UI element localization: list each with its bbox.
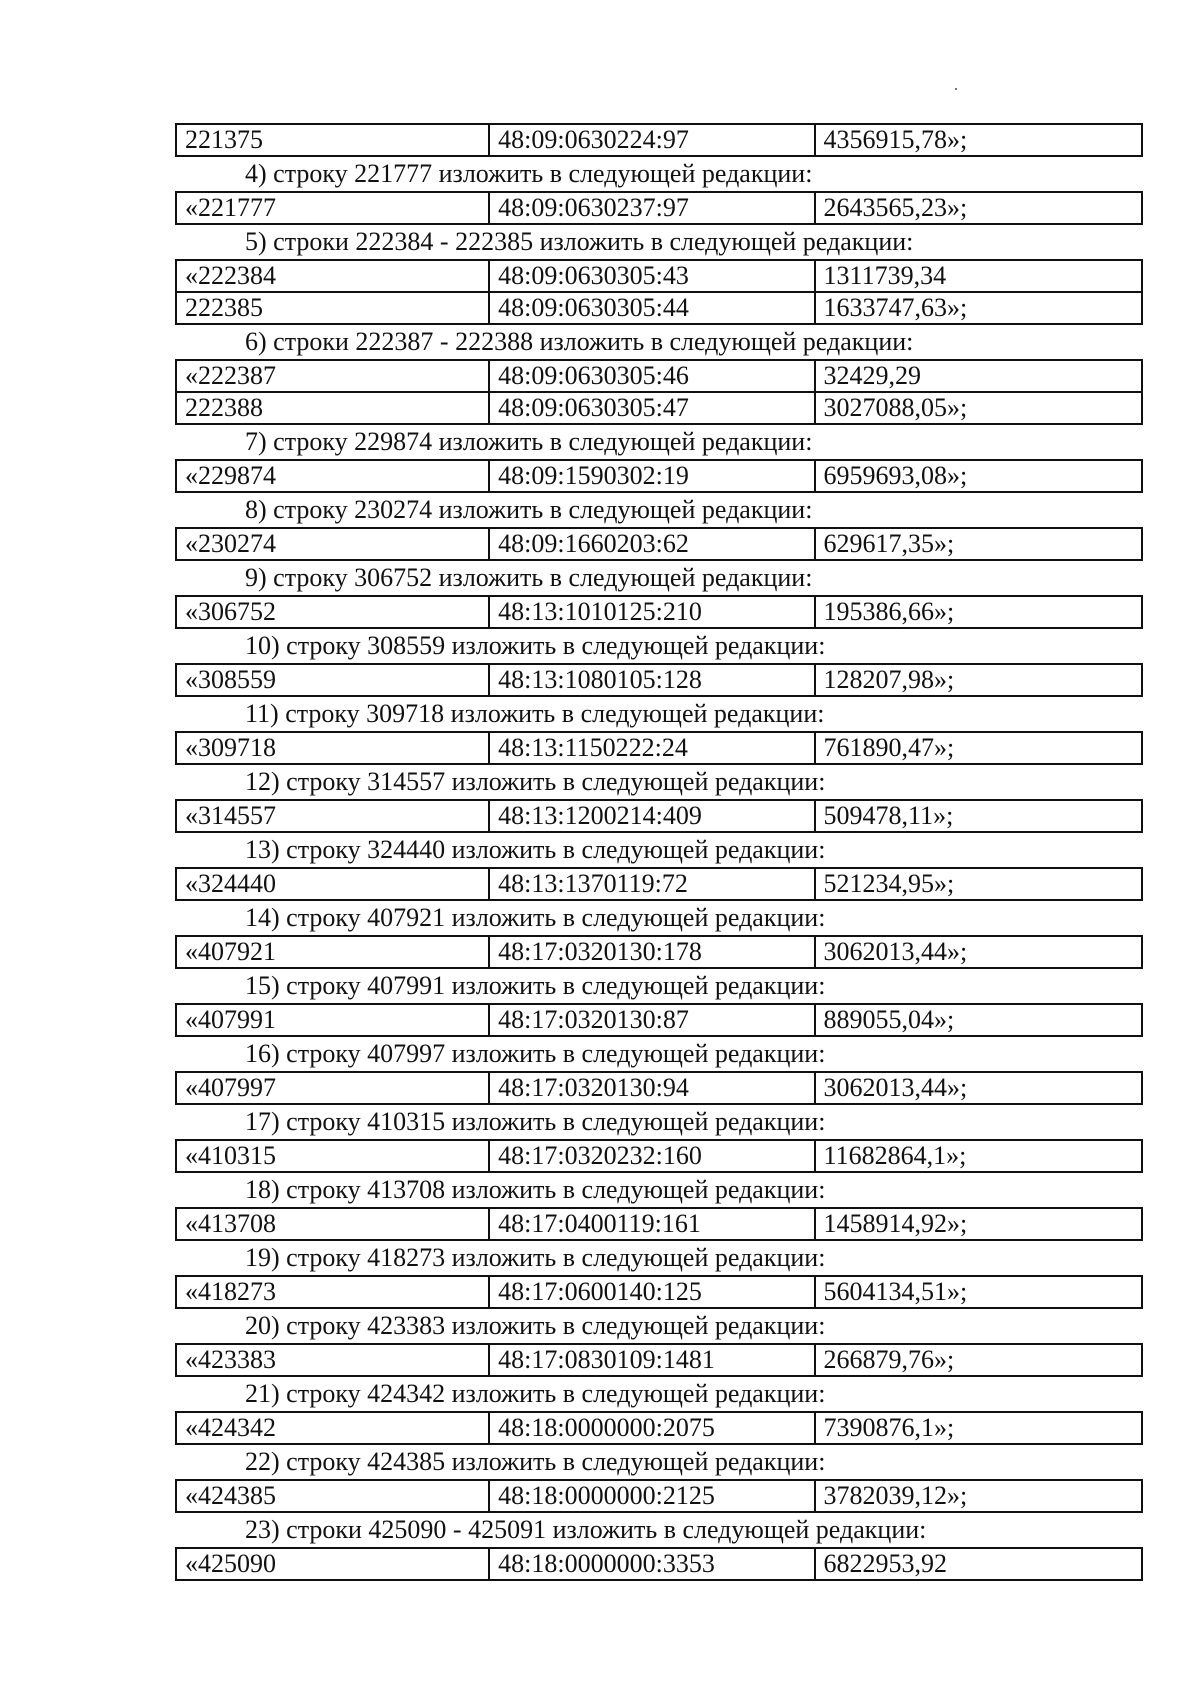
row-number-cell: «230274 [176, 528, 489, 560]
amendment-table [175, 1547, 1143, 1581]
cadastral-number-cell: 48:17:0830109:1481 [489, 1344, 814, 1376]
amendment-table [175, 731, 1143, 765]
amendment-table [175, 935, 1143, 969]
cadastral-number-cell: 48:09:1660203:62 [489, 528, 814, 560]
amendment-table [175, 191, 1143, 225]
amendment-table [175, 1479, 1143, 1513]
row-number-cell: 222385 [176, 292, 489, 324]
amendment-instruction: 17) строку 410315 изложить в следующей редакции: [245, 1107, 826, 1136]
table-row [176, 1412, 1142, 1444]
cadastral-number-cell: 48:13:1370119:72 [489, 868, 814, 900]
table-row [176, 292, 1142, 324]
cadastral-value-cell: 3027088,05»; [815, 392, 1142, 424]
amendment-instruction: 5) строки 222384 - 222385 изложить в следующей редакции: [245, 227, 914, 256]
amendment-instruction: 10) строку 308559 изложить в следующей редакции: [245, 631, 826, 660]
table-row [176, 596, 1142, 628]
cadastral-number-cell: 48:17:0600140:125 [489, 1276, 814, 1308]
amendment-table [175, 1411, 1143, 1445]
amendment-table [175, 1275, 1143, 1309]
row-number-cell: «407991 [176, 1004, 489, 1036]
amendment-table [175, 663, 1143, 697]
cadastral-value-cell: 6822953,92 [815, 1548, 1142, 1580]
table-row [176, 528, 1142, 560]
table-row [176, 800, 1142, 832]
row-number-cell: «407997 [176, 1072, 489, 1104]
row-number-cell: «413708 [176, 1208, 489, 1240]
row-number-cell: «314557 [176, 800, 489, 832]
table-row [176, 868, 1142, 900]
amendment-instruction: 18) строку 413708 изложить в следующей редакции: [245, 1175, 826, 1204]
cadastral-number-cell: 48:09:1590302:19 [489, 460, 814, 492]
amendment-instruction: 19) строку 418273 изложить в следующей редакции: [245, 1243, 826, 1272]
amendment-table [175, 867, 1143, 901]
cadastral-number-cell: 48:09:0630305:46 [489, 360, 814, 392]
cadastral-number-cell: 48:13:1010125:210 [489, 596, 814, 628]
table-row [176, 1208, 1142, 1240]
scan-speck [955, 88, 957, 90]
amendment-table [175, 1343, 1143, 1377]
amendment-instruction: 4) строку 221777 изложить в следующей редакции: [245, 159, 813, 188]
cadastral-number-cell: 48:17:0320232:160 [489, 1140, 814, 1172]
amendment-table [175, 459, 1143, 493]
cadastral-value-cell: 629617,35»; [815, 528, 1142, 560]
amendment-instruction: 14) строку 407921 изложить в следующей редакции: [245, 903, 826, 932]
cadastral-number-cell: 48:18:0000000:2075 [489, 1412, 814, 1444]
table-row [176, 1548, 1142, 1580]
table-row [176, 732, 1142, 764]
row-number-cell: «410315 [176, 1140, 489, 1172]
cadastral-value-cell: 889055,04»; [815, 1004, 1142, 1036]
document-body [175, 123, 1145, 1581]
cadastral-number-cell: 48:17:0320130:87 [489, 1004, 814, 1036]
table-row [176, 1480, 1142, 1512]
table-row [176, 392, 1142, 424]
row-number-cell: «308559 [176, 664, 489, 696]
table-row [176, 664, 1142, 696]
table-row [176, 936, 1142, 968]
row-number-cell: «221777 [176, 192, 489, 224]
cadastral-value-cell: 509478,11»; [815, 800, 1142, 832]
cadastral-value-cell: 761890,47»; [815, 732, 1142, 764]
table-row [176, 192, 1142, 224]
row-number-cell: «418273 [176, 1276, 489, 1308]
amendment-instruction: 15) строку 407991 изложить в следующей редакции: [245, 971, 826, 1000]
amendment-instruction: 13) строку 324440 изложить в следующей редакции: [245, 835, 826, 864]
row-number-cell: «229874 [176, 460, 489, 492]
row-number-cell: «425090 [176, 1548, 489, 1580]
amendment-table [175, 359, 1143, 425]
row-number-cell: «424385 [176, 1480, 489, 1512]
cadastral-number-cell: 48:17:0320130:94 [489, 1072, 814, 1104]
cadastral-value-cell: 521234,95»; [815, 868, 1142, 900]
cadastral-value-cell: 3062013,44»; [815, 1072, 1142, 1104]
row-number-cell: «222384 [176, 260, 489, 292]
row-number-cell: «222387 [176, 360, 489, 392]
cadastral-number-cell: 48:09:0630237:97 [489, 192, 814, 224]
table-row [176, 124, 1142, 156]
cadastral-number-cell: 48:09:0630305:44 [489, 292, 814, 324]
cadastral-value-cell: 4356915,78»; [815, 124, 1142, 156]
cadastral-value-cell: 7390876,1»; [815, 1412, 1142, 1444]
table-row [176, 1276, 1142, 1308]
cadastral-value-cell: 1458914,92»; [815, 1208, 1142, 1240]
table-row [176, 360, 1142, 392]
cadastral-number-cell: 48:18:0000000:3353 [489, 1548, 814, 1580]
cadastral-number-cell: 48:09:0630224:97 [489, 124, 814, 156]
cadastral-value-cell: 11682864,1»; [815, 1140, 1142, 1172]
cadastral-number-cell: 48:09:0630305:47 [489, 392, 814, 424]
cadastral-value-cell: 2643565,23»; [815, 192, 1142, 224]
row-number-cell: 222388 [176, 392, 489, 424]
row-number-cell: «423383 [176, 1344, 489, 1376]
amendment-table [175, 1139, 1143, 1173]
table-row [176, 1004, 1142, 1036]
cadastral-value-cell: 3782039,12»; [815, 1480, 1142, 1512]
amendment-instruction: 21) строку 424342 изложить в следующей редакции: [245, 1379, 826, 1408]
table-row [176, 1140, 1142, 1172]
amendment-instruction: 12) строку 314557 изложить в следующей редакции: [245, 767, 826, 796]
cadastral-value-cell: 1633747,63»; [815, 292, 1142, 324]
row-number-cell: «424342 [176, 1412, 489, 1444]
amendment-instruction: 16) строку 407997 изложить в следующей редакции: [245, 1039, 826, 1068]
row-number-cell: «324440 [176, 868, 489, 900]
row-number-cell: «407921 [176, 936, 489, 968]
amendment-table [175, 595, 1143, 629]
amendment-table [175, 799, 1143, 833]
cadastral-value-cell: 6959693,08»; [815, 460, 1142, 492]
amendment-instruction: 22) строку 424385 изложить в следующей редакции: [245, 1447, 826, 1476]
cadastral-number-cell: 48:13:1150222:24 [489, 732, 814, 764]
cadastral-value-cell: 32429,29 [815, 360, 1142, 392]
amendment-instruction: 11) строку 309718 изложить в следующей редакции: [245, 699, 825, 728]
amendment-table [175, 1071, 1143, 1105]
cadastral-value-cell: 3062013,44»; [815, 936, 1142, 968]
amendment-table [175, 259, 1143, 325]
cadastral-number-cell: 48:18:0000000:2125 [489, 1480, 814, 1512]
amendment-instruction: 20) строку 423383 изложить в следующей редакции: [245, 1311, 826, 1340]
cadastral-value-cell: 5604134,51»; [815, 1276, 1142, 1308]
cadastral-value-cell: 128207,98»; [815, 664, 1142, 696]
cadastral-value-cell: 266879,76»; [815, 1344, 1142, 1376]
cadastral-number-cell: 48:17:0400119:161 [489, 1208, 814, 1240]
cadastral-number-cell: 48:13:1080105:128 [489, 664, 814, 696]
table-row [176, 1344, 1142, 1376]
amendment-instruction: 23) строки 425090 - 425091 изложить в следующей редакции: [245, 1515, 927, 1544]
amendment-instruction: 9) строку 306752 изложить в следующей редакции: [245, 563, 813, 592]
table-row [176, 1072, 1142, 1104]
table-row [176, 260, 1142, 292]
cadastral-value-cell: 195386,66»; [815, 596, 1142, 628]
row-number-cell: «309718 [176, 732, 489, 764]
amendment-table [175, 527, 1143, 561]
cadastral-value-cell: 1311739,34 [815, 260, 1142, 292]
table-row [176, 460, 1142, 492]
amendment-table [175, 1003, 1143, 1037]
amendment-table [175, 1207, 1143, 1241]
amendment-instruction: 8) строку 230274 изложить в следующей редакции: [245, 495, 813, 524]
row-number-cell: 221375 [176, 124, 489, 156]
amendment-table [175, 123, 1143, 157]
cadastral-number-cell: 48:13:1200214:409 [489, 800, 814, 832]
cadastral-number-cell: 48:09:0630305:43 [489, 260, 814, 292]
amendment-instruction: 7) строку 229874 изложить в следующей редакции: [245, 427, 813, 456]
cadastral-number-cell: 48:17:0320130:178 [489, 936, 814, 968]
amendment-instruction: 6) строки 222387 - 222388 изложить в следующей редакции: [245, 327, 914, 356]
row-number-cell: «306752 [176, 596, 489, 628]
